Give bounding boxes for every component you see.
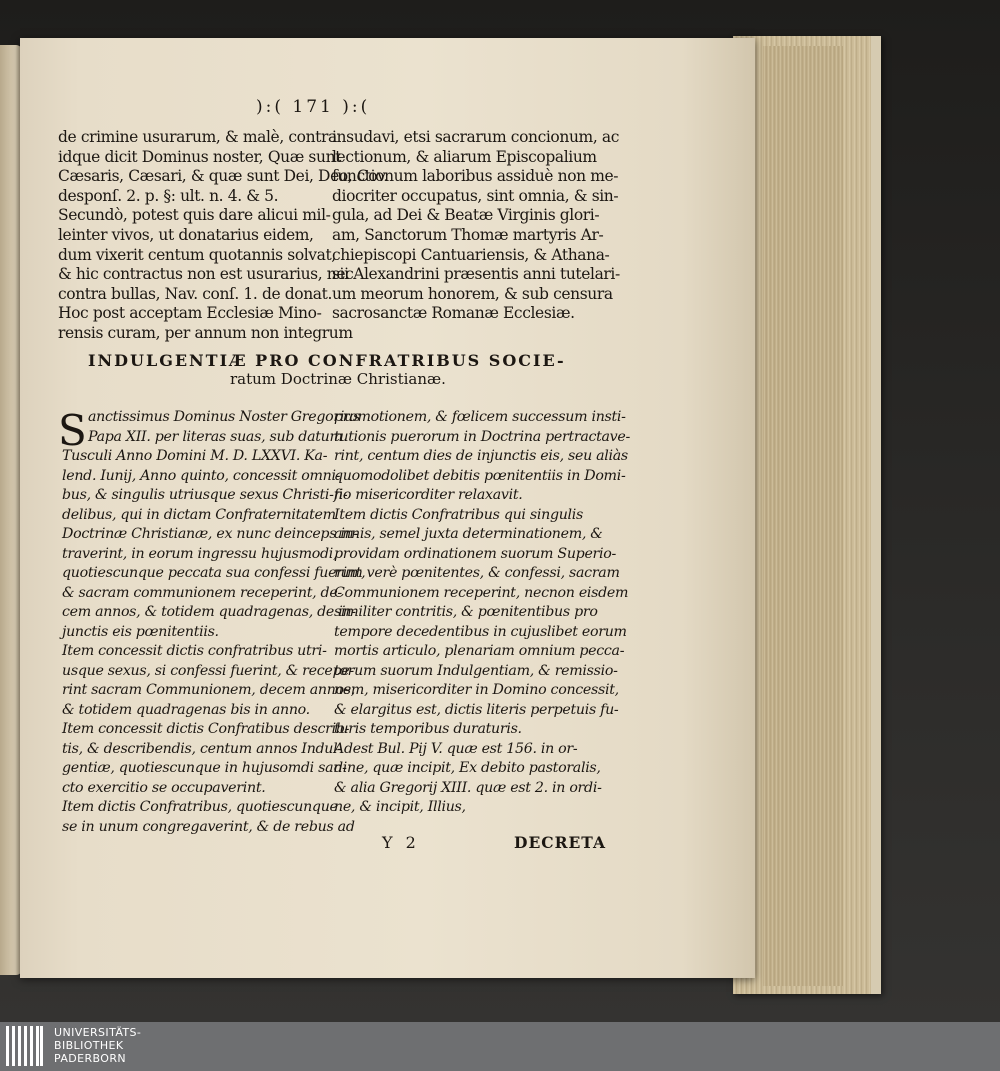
text-line: rensis curam, per annum non integrum	[58, 323, 353, 342]
text-line: chiepiscopi Cantuariensis, & Athana-	[332, 245, 610, 264]
text-line: quomodolibet debitis pœnitentiis in Domi-	[334, 467, 626, 484]
text-line: am, Sanctorum Thomæ martyris Ar-	[332, 225, 604, 244]
text-line: Secundò, potest quis dare alicui mil-	[58, 206, 331, 225]
section-subtitle: ratum Doctrinæ Christianæ.	[230, 370, 446, 388]
logo-line: PADERBORN	[54, 1052, 127, 1065]
text-line: no misericorditer relaxavit.	[334, 487, 523, 503]
text-line: & totidem quadragenas bis in anno.	[62, 701, 310, 718]
text-line: desponſ. 2. p. §: ult. n. 4. & 5.	[58, 186, 279, 205]
text-line: lend. Iunij, Anno quinto, concessit omni-	[62, 467, 341, 484]
text-line: gula, ad Dei & Beatæ Virginis glori-	[332, 206, 600, 225]
text-line: rum verè pœnitentes, & confessi, sacram	[334, 565, 620, 581]
text-line: lectionum, & aliarum Episcopalium	[332, 147, 597, 166]
text-line: leinter vivos, ut donatarius eidem,	[58, 225, 314, 244]
text-line: Cæsaris, Cæsari, & quæ sunt Dei, Deo, Cov.	[58, 167, 389, 186]
text-line: & elargitus est, dictis literis perpetuis fu-	[334, 701, 619, 718]
text-line: sii Alexandrini præsentis anni tutelari-	[332, 265, 620, 284]
text-line: Adest Bul. Pij V. quæ est 156. in or-	[334, 740, 578, 757]
lower-left-column	[62, 408, 365, 837]
upper-right-column	[332, 128, 620, 324]
text-line: tempore decedentibus in cujuslibet eorum	[334, 623, 627, 640]
text-line: torum suorum Indulgentiam, & remissio-	[334, 662, 618, 679]
text-line: dum vixerit centum quotannis solvat,	[58, 245, 336, 264]
text-line: dine, quæ incipit, Ex debito pastoralis,	[334, 760, 601, 776]
text-line: rint sacram Communionem, decem annos,	[62, 682, 355, 698]
text-line: Item dictis Confratribus qui singulis	[334, 506, 584, 523]
text-line: de crimine usurarum, & malè, contra	[58, 128, 337, 146]
library-logo-icon	[6, 1024, 44, 1068]
signature-mark: Y 2	[382, 833, 420, 852]
text-line: rint, centum dies de injunctis eis, seu aliàs	[334, 448, 628, 464]
left-page-edge	[0, 45, 22, 975]
text-line: Doctrinæ Christianæ, ex nunc deinceps in-	[62, 526, 358, 542]
page-header: ):( 171 ):(	[256, 97, 371, 117]
library-logo-text	[54, 1026, 141, 1065]
text-line: insudavi, etsi sacrarum concionum, ac	[332, 128, 619, 146]
text-line: Communionem receperint, necnon eisdem	[334, 584, 629, 601]
logo-line: BIBLIOTHEK	[54, 1039, 124, 1052]
text-line: tutionis puerorum in Doctrina pertractave-	[334, 428, 630, 445]
logo-line: UNIVERSITÄTS-	[54, 1026, 142, 1039]
text-line: diocriter occupatus, sint omnia, & sin-	[332, 186, 619, 205]
text-line: anctissimus Dominus Noster Gregorius	[88, 409, 360, 425]
section-title: INDULGENTIÆ PRO CONFRATRIBUS SOCIE-	[88, 351, 566, 370]
text-line: bus, & singulis utriusque sexus Christi-fi-	[62, 487, 348, 503]
lower-right-column	[334, 408, 630, 818]
text-line: & sacram communionem receperint, de-	[62, 584, 342, 601]
text-line: traverint, in eorum ingressu hujusmodi,	[62, 545, 338, 562]
text-line: delibus, qui in dictam Confraternitatem	[62, 506, 336, 523]
text-line: contra bullas, Nav. conſ. 1. de donat.	[58, 284, 333, 303]
text-line: cem annos, & totidem quadragenas, de in-	[62, 604, 356, 620]
page-block	[763, 46, 843, 986]
text-line: promotionem, & fœlicem successum insti-	[334, 409, 626, 425]
text-line: quotiescunque peccata sua confessi fuerint,	[62, 565, 366, 581]
text-line: similiter contritis, & pœnitentibus pro	[334, 604, 598, 620]
text-line: turis temporibus duraturis.	[334, 721, 522, 737]
text-line: functionum laboribus assiduè non me-	[332, 167, 619, 186]
text-line: tis, & describendis, centum annos Indul-	[62, 740, 342, 757]
library-footer-bar	[0, 1022, 1000, 1071]
text-line: Tusculi Anno Domini M. D. LXXVI. Ka-	[62, 448, 328, 464]
text-line: Item concessit dictis confratribus utri-	[62, 643, 327, 659]
text-line: Item concessit dictis Confratibus describ-	[62, 721, 350, 737]
book-fore-edge	[733, 36, 881, 994]
text-line: junctis eis pœnitentiis.	[62, 623, 219, 640]
text-line: sacrosanctæ Romanæ Ecclesiæ.	[332, 304, 575, 323]
text-line: mortis articulo, plenariam omnium pecca-	[334, 643, 625, 659]
text-line: nem, misericorditer in Domino concessit,	[334, 682, 619, 698]
text-line: annis, semel juxta determinationem, &	[334, 526, 603, 542]
text-line: idque dicit Dominus noster, Quæ sunt	[58, 147, 341, 166]
text-line: Papa XII. per literas suas, sub datum	[88, 428, 343, 445]
text-line: Hoc post acceptam Ecclesiæ Mino-	[58, 304, 322, 323]
text-line: cto exercitio se occupaverint.	[62, 779, 266, 796]
text-line: se in unum congregaverint, & de rebus ad	[62, 818, 355, 835]
text-line: & hic contractus non est usurarius, nec	[58, 265, 354, 284]
text-line: ne, & incipit, Illius,	[334, 799, 466, 815]
text-line: & alia Gregorij XIII. quæ est 2. in ordi-	[334, 779, 602, 796]
drop-cap: S	[58, 406, 87, 455]
text-line: gentiæ, quotiescunque in hujusomdi san-	[62, 760, 347, 776]
text-line: um meorum honorem, & sub censura	[332, 284, 613, 303]
text-line: usque sexus, si confessi fuerint, & recepe-	[62, 662, 354, 679]
catchword: DECRETA	[514, 833, 607, 852]
text-line: providam ordinationem suorum Superio-	[334, 545, 617, 562]
text-line: Item dictis Confratribus, quotiescunque	[62, 799, 338, 815]
